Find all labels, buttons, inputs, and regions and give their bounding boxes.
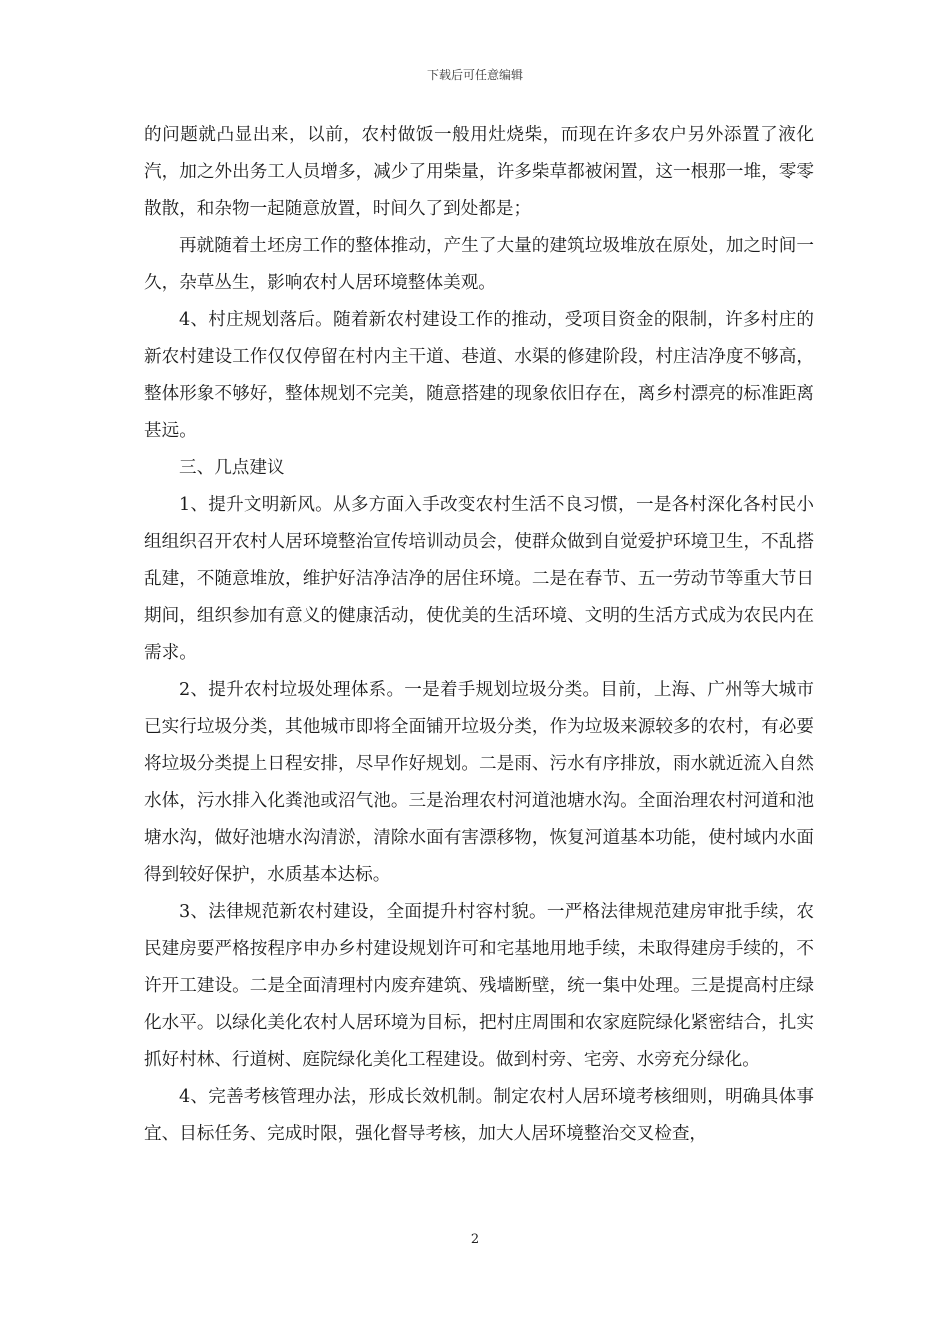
page-number: 2 xyxy=(470,1232,480,1247)
paragraph: 4、完善考核管理办法，形成长效机制。制定农村人居环境考核细则，明确具体事宜、目标任务、完成时限，强化督导考核，加大人居环境整治交叉检查， xyxy=(144,1087,814,1144)
header-note: 下载后可任意编辑 xyxy=(426,68,523,82)
paragraph: 再就随着土坯房工作的整体推动，产生了大量的建筑垃圾堆放在原处，加之时间一久，杂草丛生，影响农村人居环境整体美观。 xyxy=(144,236,814,293)
paragraph: 的问题就凸显出来，以前，农村做饭一般用灶烧柴，而现在许多农户另外添置了液化汽，加之外出务工人员增多，减少了用柴量，许多柴草都被闲置，这一根那一堆，零零散散，和杂物一起随意放置，时间久了到处都是； xyxy=(144,125,814,219)
document-body xyxy=(144,117,814,1153)
paragraph: 4、村庄规划落后。随着新农村建设工作的推动，受项目资金的限制，许多村庄的新农村建设工作仅仅停留在村内主干道、巷道、水渠的修建阶段，村庄洁净度不够高，整体形象不够好，整体规划不完美，随意搭建的现象依旧存在，离乡村漂亮的标准距离甚远。 xyxy=(144,310,814,441)
paragraph: 2、提升农村垃圾处理体系。一是着手规划垃圾分类。目前，上海、广州等大城市已实行垃圾分类，其他城市即将全面铺开垃圾分类，作为垃圾来源较多的农村，有必要将垃圾分类提上日程安排，尽早作好规划。二是雨、污水有序排放，雨水就近流入自然水体，污水排入化粪池或沼气池。三是治理农村河道池塘水沟。全面治理农村河道和池塘水沟，做好池塘水沟清淤，清除水面有害漂移物，恢复河道基本功能，使村域内水面得到较好保护，水质基本达标。 xyxy=(144,680,814,885)
paragraph: 3、法律规范新农村建设，全面提升村容村貌。一严格法律规范建房审批手续，农民建房要严格按程序申办乡村建设规划许可和宅基地用地手续，未取得建房手续的，不许开工建设。二是全面清理村内废弃建筑、残墙断壁，统一集中处理。三是提高村庄绿化水平。以绿化美化农村人居环境为目标，把村庄周围和农家庭院绿化紧密结合，扎实抓好村林、行道树、庭院绿化美化工程建设。做到村旁、宅旁、水旁充分绿化。 xyxy=(144,902,814,1070)
section-heading: 三、几点建议 xyxy=(179,458,285,478)
paragraph: 1、提升文明新风。从多方面入手改变农村生活不良习惯，一是各村深化各村民小组组织召开农村人居环境整治宣传培训动员会，使群众做到自觉爱护环境卫生，不乱搭乱建，不随意堆放，维护好洁净洁净的居住环境。二是在春节、五一劳动节等重大节日期间，组织参加有意义的健康活动，使优美的生活环境、文明的生活方式成为农民内在需求。 xyxy=(144,495,814,663)
